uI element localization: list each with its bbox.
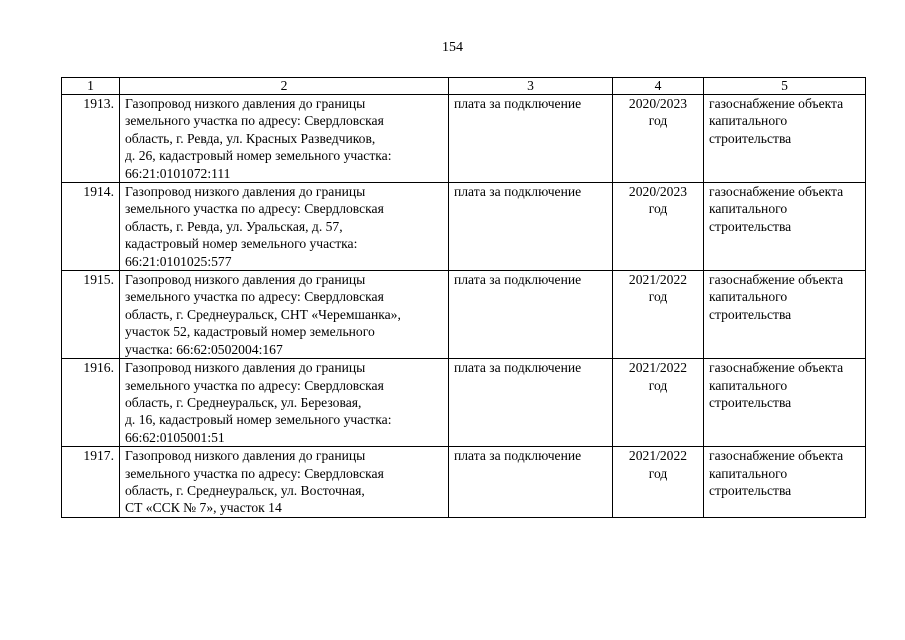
period-line: 2020/2023 <box>628 184 688 200</box>
object-description <box>120 271 449 359</box>
object-description-line: д. 16, кадастровый номер земельного участка: <box>125 412 392 428</box>
period-line: 2020/2023 <box>628 96 688 111</box>
object-description-line: область, г. Ревда, ул. Красных Разведчиков, <box>125 130 376 146</box>
object-description-line: Газопровод низкого давления до границы <box>125 184 366 200</box>
purpose-line: строительства <box>709 482 792 498</box>
object-description-line: область, г. Среднеуральск, ул. Березовая, <box>125 394 362 410</box>
column-header-3: 3 <box>449 78 613 95</box>
funding-source: плата за подключение <box>449 447 613 518</box>
funding-source: плата за подключение <box>449 271 613 359</box>
object-description-line: земельного участка по адресу: Свердловская <box>125 289 384 305</box>
purpose <box>704 271 866 359</box>
investment-table <box>61 77 866 518</box>
purpose-line: газоснабжение объекта <box>709 96 844 111</box>
purpose-line: строительства <box>709 394 792 410</box>
page-number: 154 <box>442 40 463 55</box>
implementation-period <box>613 183 704 271</box>
purpose <box>704 95 866 183</box>
column-number-row <box>62 78 866 95</box>
object-description-line: СТ «ССК № 7», участок 14 <box>125 500 282 516</box>
purpose-line: газоснабжение объекта <box>709 448 844 464</box>
object-description-line: участка: 66:62:0502004:167 <box>125 341 283 357</box>
object-description-line: область, г. Ревда, ул. Уральская, д. 57, <box>125 218 343 234</box>
period-line: год <box>648 465 668 481</box>
column-header-2: 2 <box>120 78 449 95</box>
object-description-line: 66:62:0105001:51 <box>125 429 225 445</box>
funding-source: плата за подключение <box>449 95 613 183</box>
row-number: 1914. <box>62 183 120 271</box>
object-description-line: область, г. Среднеуральск, ул. Восточная, <box>125 482 365 498</box>
table-row <box>62 183 866 271</box>
object-description-line: земельного участка по адресу: Свердловская <box>125 377 384 393</box>
object-description-line: земельного участка по адресу: Свердловская <box>125 465 384 481</box>
row-number: 1916. <box>62 359 120 447</box>
object-description-line: Газопровод низкого давления до границы <box>125 96 366 111</box>
object-description <box>120 359 449 447</box>
object-description-line: кадастровый номер земельного участка: <box>125 236 358 252</box>
object-description-line: Газопровод низкого давления до границы <box>125 272 366 288</box>
purpose-line: капитального <box>709 113 788 129</box>
purpose-line: строительства <box>709 218 792 234</box>
purpose-line: капитального <box>709 377 788 393</box>
object-description-line: д. 26, кадастровый номер земельного участка: <box>125 148 392 164</box>
purpose-line: газоснабжение объекта <box>709 360 844 376</box>
row-number: 1915. <box>62 271 120 359</box>
table-row <box>62 271 866 359</box>
object-description-line: Газопровод низкого давления до границы <box>125 448 366 464</box>
column-header-5: 5 <box>704 78 866 95</box>
row-number: 1917. <box>62 447 120 518</box>
funding-source: плата за подключение <box>449 183 613 271</box>
object-description-line: область, г. Среднеуральск, СНТ «Черемшанка», <box>125 306 401 322</box>
purpose <box>704 183 866 271</box>
period-line: год <box>648 289 668 305</box>
object-description <box>120 447 449 518</box>
period-line: 2021/2022 <box>628 448 688 464</box>
implementation-period <box>613 271 704 359</box>
object-description-line: 66:21:0101025:577 <box>125 253 232 269</box>
table-row <box>62 447 866 518</box>
object-description-line: участок 52, кадастровый номер земельного <box>125 324 375 340</box>
object-description-line: Газопровод низкого давления до границы <box>125 360 366 376</box>
purpose <box>704 359 866 447</box>
table-row <box>62 95 866 183</box>
object-description-line: земельного участка по адресу: Свердловская <box>125 113 384 129</box>
period-line: 2021/2022 <box>628 360 688 376</box>
table-row <box>62 359 866 447</box>
purpose-line: газоснабжение объекта <box>709 184 844 200</box>
period-line: год <box>648 377 668 393</box>
period-line: год <box>648 201 668 217</box>
purpose-line: капитального <box>709 201 788 217</box>
period-line: 2021/2022 <box>628 272 688 288</box>
implementation-period <box>613 95 704 183</box>
purpose-line: капитального <box>709 465 788 481</box>
funding-source: плата за подключение <box>449 359 613 447</box>
row-number: 1913. <box>62 95 120 183</box>
purpose-line: капитального <box>709 289 788 305</box>
implementation-period <box>613 447 704 518</box>
object-description <box>120 183 449 271</box>
object-description <box>120 95 449 183</box>
object-description-line: 66:21:0101072:111 <box>125 165 231 181</box>
purpose-line: строительства <box>709 306 792 322</box>
purpose-line: строительства <box>709 130 792 146</box>
purpose <box>704 447 866 518</box>
period-line: год <box>648 113 668 129</box>
column-header-1: 1 <box>62 78 120 95</box>
column-header-4: 4 <box>613 78 704 95</box>
object-description-line: земельного участка по адресу: Свердловская <box>125 201 384 217</box>
purpose-line: газоснабжение объекта <box>709 272 844 288</box>
implementation-period <box>613 359 704 447</box>
